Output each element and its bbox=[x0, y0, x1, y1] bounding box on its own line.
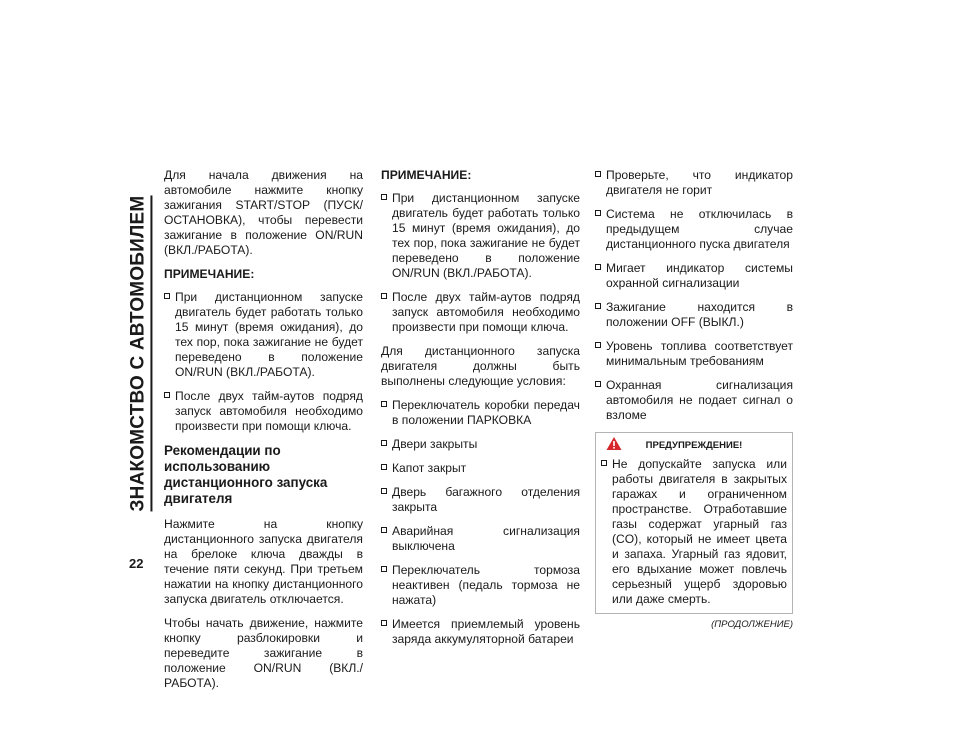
continued-label: (ПРОДОЛЖЕНИЕ) bbox=[711, 619, 793, 630]
section-heading: Рекомендации по использованию дистанционного запуска двигателя bbox=[164, 443, 328, 506]
column-3 bbox=[595, 168, 793, 632]
square-bullet-icon bbox=[595, 303, 601, 309]
square-bullet-icon bbox=[381, 194, 387, 200]
square-bullet-icon bbox=[595, 342, 601, 348]
list-item: Система не отключилась в предыдущем случае дистанционного пуска двигателя bbox=[595, 207, 793, 252]
square-bullet-icon bbox=[595, 264, 601, 270]
conditions-list bbox=[381, 398, 580, 647]
column-2 bbox=[381, 168, 580, 656]
list-item: Имеется приемлемый уровень заряда аккумуляторной батареи bbox=[381, 617, 580, 647]
column-1 bbox=[164, 168, 363, 700]
warning-box bbox=[595, 432, 793, 614]
list-item: Аварийная сигнализация выключена bbox=[381, 524, 580, 554]
warning-header bbox=[601, 433, 787, 457]
list-item: После двух тайм-аутов подряд запуск автомобиля необходимо произвести при помощи ключа. bbox=[381, 290, 580, 335]
list-item: Переключатель коробки передач в положении ПАРКОВКА bbox=[381, 398, 580, 428]
warning-triangle-icon bbox=[606, 436, 622, 451]
list-item: При дистанционном запуске двигатель будет работать только 15 минут (время ожидания), до тех пор, пока зажигание не будет переведено в положение ON/RUN (ВКЛ./РАБОТА). bbox=[381, 191, 580, 281]
note-list bbox=[381, 191, 580, 335]
list-item: Зажигание находится в положении OFF (ВЫКЛ.) bbox=[595, 300, 793, 330]
square-bullet-icon bbox=[595, 171, 601, 177]
list-item: Дверь багажного отделения закрыта bbox=[381, 485, 580, 515]
warning-list bbox=[601, 457, 787, 607]
list-item: При дистанционном запуске двигатель будет работать только 15 минут (время ожидания), до тех пор, пока зажигание не будет переведено в положение ON/RUN (ВКЛ./РАБОТА). bbox=[164, 290, 363, 380]
square-bullet-icon bbox=[164, 293, 170, 299]
note-list bbox=[164, 290, 363, 434]
square-bullet-icon bbox=[381, 464, 387, 470]
section-side-tab bbox=[126, 165, 154, 541]
list-item: Уровень топлива соответствует минимальным требованиям bbox=[595, 339, 793, 369]
conditions-intro: Для дистанционного запуска двигателя должны быть выполнены следующие условия: bbox=[381, 344, 580, 388]
conditions-list bbox=[595, 168, 793, 423]
square-bullet-icon bbox=[381, 527, 387, 533]
square-bullet-icon bbox=[381, 293, 387, 299]
warning-title: ПРЕДУПРЕЖДЕНИЕ! bbox=[645, 439, 743, 451]
square-bullet-icon bbox=[381, 440, 387, 446]
paragraph: Чтобы начать движение, нажмите кнопку разблокировки и переведите зажигание в положение ON/RUN (ВКЛ./РАБОТА). bbox=[164, 616, 363, 690]
list-item: Капот закрыт bbox=[381, 461, 580, 476]
section-title: ЗНАКОМСТВО С АВТОМОБИЛЕМ bbox=[128, 195, 153, 511]
square-bullet-icon bbox=[601, 460, 607, 466]
paragraph: Нажмите на кнопку дистанционного запуска двигателя на брелоке ключа дважды в течение пяти секунд. При третьем нажатии на кнопку дистанционного запуска двигатель отключается. bbox=[164, 517, 363, 606]
square-bullet-icon bbox=[164, 392, 170, 398]
square-bullet-icon bbox=[381, 566, 387, 572]
list-item: После двух тайм-аутов подряд запуск автомобиля необходимо произвести при помощи ключа. bbox=[164, 389, 363, 434]
list-item: Не допускайте запуска или работы двигателя в закрытых гаражах и ограниченном пространстве. Отработавшие газы содержат угарный газ (CO), который не имеет цвета и запаха. Угарный газ ядовит, его вдыхание может повлечь серьезный ущерб здоровью или даже смерть. bbox=[601, 457, 787, 607]
note-title: ПРИМЕЧАНИЕ: bbox=[381, 168, 472, 182]
square-bullet-icon bbox=[381, 401, 387, 407]
note-title: ПРИМЕЧАНИЕ: bbox=[164, 267, 255, 281]
square-bullet-icon bbox=[381, 488, 387, 494]
page-number: 22 bbox=[129, 556, 144, 571]
list-item: Проверьте, что индикатор двигателя не горит bbox=[595, 168, 793, 198]
list-item: Мигает индикатор системы охранной сигнализации bbox=[595, 261, 793, 291]
square-bullet-icon bbox=[595, 210, 601, 216]
square-bullet-icon bbox=[595, 381, 601, 387]
intro-paragraph: Для начала движения на автомобиле нажмите кнопку зажигания START/STOP (ПУСК/ОСТАНОВКА), чтобы перевести зажигание в положение ON/RUN (ВКЛ./РАБОТА). bbox=[164, 168, 363, 257]
square-bullet-icon bbox=[381, 620, 387, 626]
list-item: Двери закрыты bbox=[381, 437, 580, 452]
list-item: Охранная сигнализация автомобиля не подает сигнал о взломе bbox=[595, 378, 793, 423]
list-item: Переключатель тормоза неактивен (педаль тормоза не нажата) bbox=[381, 563, 580, 608]
